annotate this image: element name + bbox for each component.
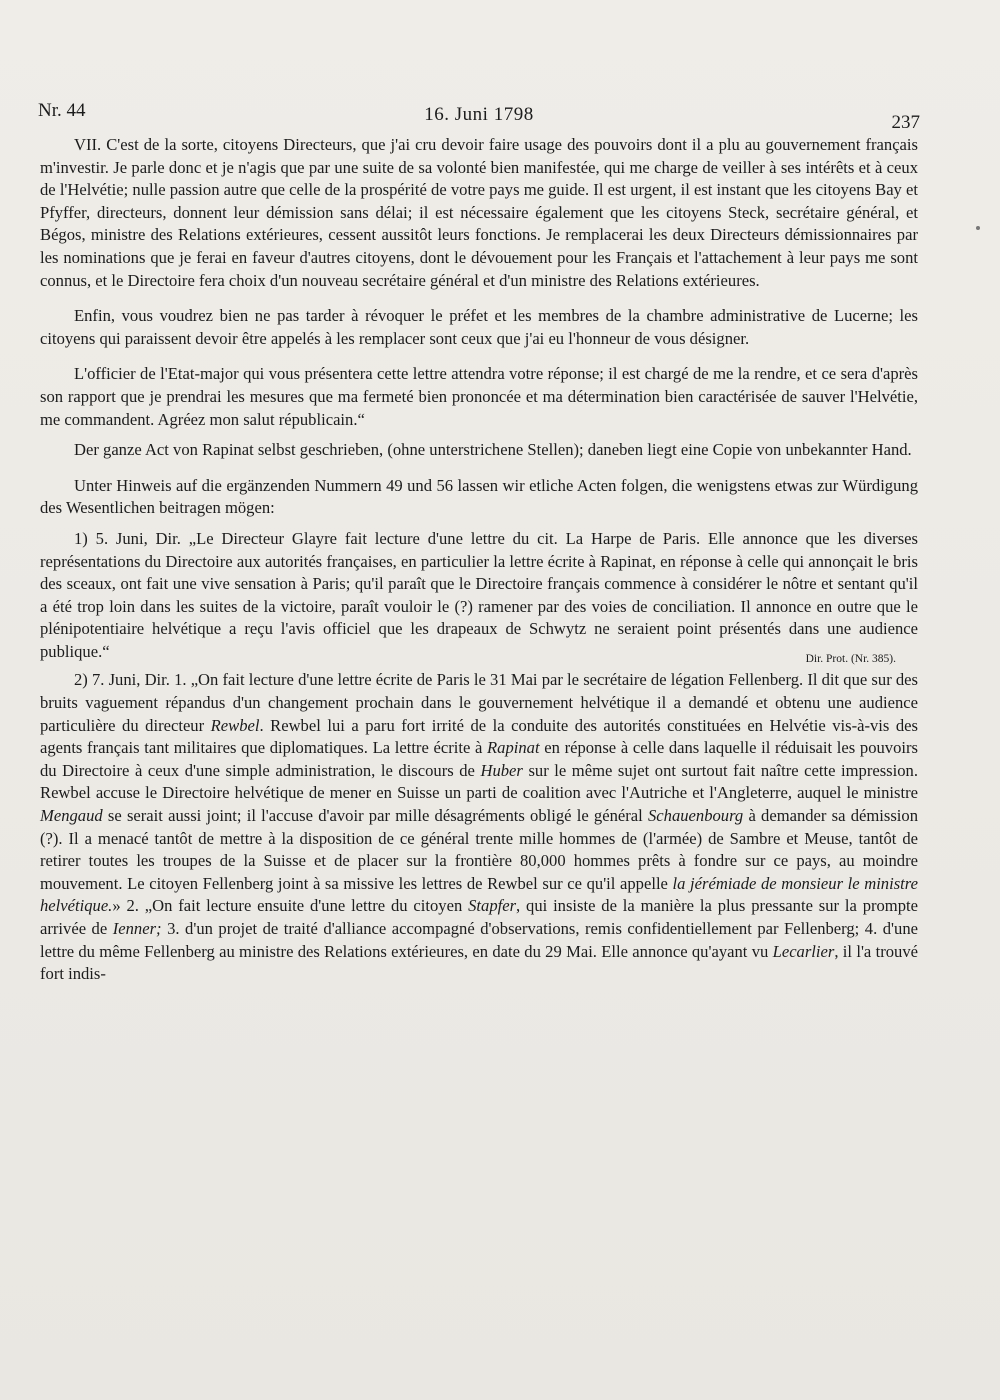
text-run: , qui insiste de la manière la plus pressante sur la prompte arrivée de bbox=[40, 896, 918, 938]
page-body bbox=[40, 134, 918, 986]
emphasis-run: Rewbel bbox=[210, 715, 260, 735]
text-run: . Rewbel lui a paru fort irrité de la conduite des autorités constituées en Helvétie vis-à-vis des agents français tant militaires que diplomatiques. La lettre écrite à bbox=[40, 715, 918, 758]
emphasis-run: Mengaud bbox=[40, 806, 103, 826]
text-run: » 2. „On fait lecture ensuite d'une lettre du citoyen bbox=[112, 896, 469, 916]
emphasis-run: Schauenbourg bbox=[647, 806, 744, 826]
paragraph-4: Der ganze Act von Rapinat selbst geschrieben, (ohne unterstrichene Stellen); daneben liegt eine Copie von unbekannter Hand. bbox=[74, 440, 912, 460]
emphasis-run: Stapfer bbox=[468, 896, 517, 916]
paragraph-3: L'officier de l'Etat-major qui vous présentera cette lettre attendra votre réponse; il est chargé de me la rendre, et ce sera d'après son rapport que je prendrai les mesures que ma fermeté bien prononcée et ma détermination bien caractérisée de sauver l'Helvétie, me commandent. Agréez mon salut républicain.“ bbox=[40, 364, 918, 429]
page-number: 237 bbox=[891, 112, 920, 133]
citation-dir-prot: Dir. Prot. (Nr. 385). bbox=[805, 653, 896, 666]
text-run: à demander sa démission (?). Il a menacé tantôt de mettre à la disposition de ce général trente mille hommes de (l'armée) de Sambre et Meuse, tantôt de retirer toutes les troupes de la Suisse et de placer sur la frontière 80,000 hommes prêts à fondre sur ce pays, au moindre mouvement. Le citoyen Fellenberg joint à sa missive les lettres de Rewbel sur ce qu'il appelle bbox=[40, 806, 919, 893]
margin-speck bbox=[976, 226, 980, 230]
paragraph-5: Unter Hinweis auf die ergänzenden Nummern 49 und 56 lassen wir etliche Acten folgen, die wenigstens etwas zur Würdigung des Wesentlichen beitragen mögen: bbox=[40, 475, 918, 518]
text-run: sur le même sujet ont surtout fait naître cette impression. Rewbel accuse le Directoire helvétique de mener en Suisse un parti de coalition avec l'Autriche et l'Angleterre, auquel le ministre bbox=[40, 760, 918, 803]
emphasis-run: Rapinat bbox=[487, 738, 540, 758]
paragraph-6: 1) 5. Juni, Dir. „Le Directeur Glayre fait lecture d'une lettre du cit. La Harpe de Paris. Elle annonce que les diverses représentations du Directoire aux autorités françaises, en particulier la lettre écrite à Rapinat, en réponse à celle qui annonçait le bris des sceaux, ont fait une vive sensation à Paris; qu'il paraît que le Directoire français commence à considérer le nôtre et sentant qu'il a été trop loin dans les suites de la victoire, paraît vouloir le (?) ramener par des voies de conciliation. Il annonce en outre que le plénipotentiaire helvétique a reçu l'avis officiel que les drapeaux de Schwytz ne seraient point présentés dans une audience publique.“ bbox=[40, 528, 918, 661]
text-run: se serait aussi joint; il l'accuse d'avoir par mille désagréments obligé le général bbox=[102, 806, 648, 826]
text-run: en réponse à celle dans laquelle il réduisait les pouvoirs du Directoire à ceux d'une simple administration, le discours de bbox=[40, 738, 918, 780]
emphasis-run: Lecarlier bbox=[772, 941, 835, 961]
emphasis-run: Ienner; bbox=[112, 919, 162, 938]
text-run: 3. d'un projet de traité d'alliance accompagné d'observations, remis confidentiellement par Fellenberg; 4. d'une lettre du même Fellenberg au ministre des Relations extérieures, en date du 29 Mai. Elle annonce qu'ayant vu bbox=[40, 919, 918, 961]
text-run: 2) 7. Juni, Dir. 1. „On fait lecture d'une lettre écrite de Paris le 31 Mai par le secrétaire de légation Fellenberg. Il dit que sur des bruits vaguement répandus d'un changement prochain dans le gouvernement helvétique il a demandé et obtenu une audience particulière du directeur bbox=[40, 670, 918, 735]
page-date: 16. Juni 1798 bbox=[424, 104, 534, 125]
document-number: Nr. 44 bbox=[38, 100, 86, 121]
page-header bbox=[38, 100, 920, 133]
paragraph-2: Enfin, vous voudrez bien ne pas tarder à révoquer le préfet et les membres de la chambre administrative de Lucerne; les citoyens qui paraissent devoir être appelés à les remplacer sont ceux que j'ai eu l'honneur de vous désigner. bbox=[40, 306, 918, 348]
paragraph-1: VII. C'est de la sorte, citoyens Directeurs, que j'ai cru devoir faire usage des pouvoirs dont il a plu au gouvernement français m'investir. Je parle donc et je n'agis que par une suite de sa volonté bien manifestée, qui me charge de veiller à ses intérêts et à ceux de l'Helvétie; nulle passion autre que celle de la prospérité de votre pays me guide. Il est urgent, il est instant que les citoyens Bay et Pfyffer, directeurs, donnent leur démission sans délai; il est nécessaire également que les citoyens Steck, secrétaire général, et Bégos, ministre des Relations extérieures, cessent aussitôt leurs fonctions. Je remplacerai les deux Directeurs démissionnaires par les nominations que je ferai en faveur d'autres citoyens, dont le dévouement pour les Français et l'attachement à leur pays me sont connus, et le Directoire fera choix d'un nouveau secrétaire général et d'un ministre des Relations extérieures. bbox=[40, 135, 918, 290]
text-run: , il l'a trouvé fort indis- bbox=[40, 941, 918, 984]
emphasis-run: la jérémiade de monsieur le ministre helvétique. bbox=[40, 873, 918, 916]
emphasis-run: Huber bbox=[480, 760, 523, 780]
paragraph-7 bbox=[40, 669, 918, 985]
